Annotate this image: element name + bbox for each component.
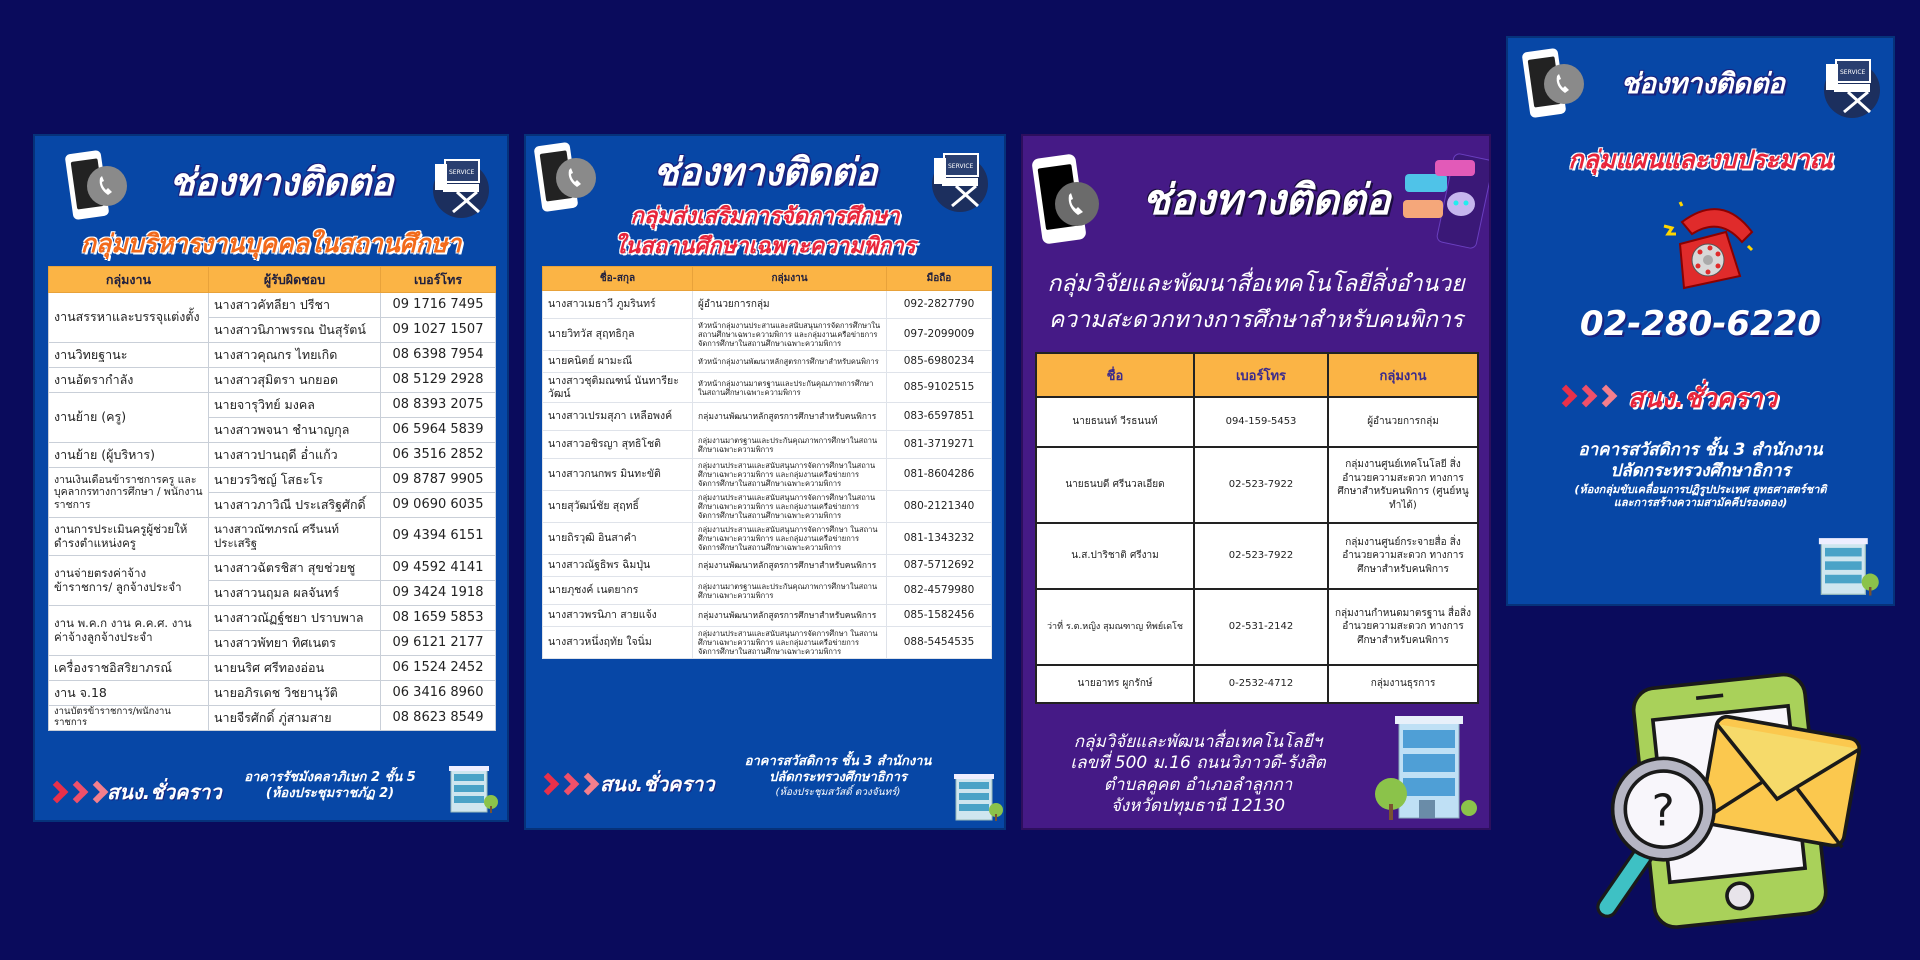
office-address (1053, 732, 1343, 817)
cell-phone[interactable]: 087-5712692 (887, 555, 992, 577)
cell-name: นางสาวชุติมณฑน์ นันทารียะวัฒน์ (543, 373, 693, 403)
address-line: (ห้องประชุมราชภัฏ 2) (265, 786, 395, 802)
cell-group: กลุ่มงานศูนย์กระจายสื่อ สิ่งอำนวยความสะดวก ทางการศึกษาสำหรับคนพิการ (1328, 523, 1478, 589)
cell-name: นางสาวเมธาวี ภูมรินทร์ (543, 291, 693, 319)
cell-name: นางสาวปานฤดี อ่ำแก้ว (209, 443, 381, 468)
cell-phone[interactable]: 06 3416 8960 (381, 681, 496, 706)
temporary-office-label: สนง.ชั่วคราว (1628, 384, 1778, 414)
cell-name: นางสาวณัฏฐ์ชยา ปราบพาล (209, 606, 381, 631)
panel-footer (526, 742, 1004, 828)
cell-name: นางสาวพจนา ชำนาญกุล (209, 418, 381, 443)
cell-phone[interactable]: 085-1582456 (887, 605, 992, 627)
col-header-name: ชื่อ (1036, 353, 1194, 397)
triple-chevron-icon (1558, 388, 1618, 404)
cell-name: นายภุชงค์ เนตยากร (543, 577, 693, 605)
cell-name: นางสาวพรนิภา สายแจ้ง (543, 605, 693, 627)
office-building-icon (1369, 712, 1481, 824)
cell-name: นายธนนท์ วีรธนนท์ (1036, 397, 1194, 447)
cell-phone[interactable]: 09 6121 2177 (381, 631, 496, 656)
cell-name: นางสาวเปรมสุภา เหลือพงค์ (543, 403, 693, 431)
cell-phone[interactable]: 085-6980234 (887, 351, 992, 373)
table-row (49, 343, 496, 368)
table-row (543, 627, 992, 659)
table-row (543, 577, 992, 605)
table-row (49, 556, 496, 581)
table-row (49, 293, 496, 318)
cell-group: กลุ่มงานประสานและสนับสนุนการจัดการศึกษา ในสถานศึกษาเฉพาะความพิการ และกลุ่มงานเครือข่ายการจัดการศึกษาในสถานศึกษาเฉพาะความพิการ (693, 627, 887, 659)
cell-group: งานอัตรากำลัง (49, 368, 209, 393)
svg-text:?: ? (1651, 786, 1675, 837)
cell-phone[interactable]: 082-4579980 (887, 577, 992, 605)
cell-group: หัวหน้ากลุ่มงานประสานและสนับสนุนการจัดการศึกษาในสถานศึกษาเฉพาะความพิการ และกลุ่มงานเครือข่ายการจัดการศึกษาในสถานศึกษาเฉพาะความพิการ (693, 319, 887, 351)
cell-name: นายอภิรเดช วิชยานุวัติ (209, 681, 381, 706)
panel-special-education (524, 134, 1006, 830)
cell-name: นางสาวณัฐธิพร ฉิมปุ่น (543, 555, 693, 577)
cell-name: ว่าที่ ร.ต.หญิง สุมณฑาญ ทิพย์เดโช (1036, 589, 1194, 665)
cell-group: กลุ่มงานประสานและสนับสนุนการจัดการศึกษาในสถานศึกษาเฉพาะความพิการ และกลุ่มงานเครือข่ายการจัดการศึกษาในสถานศึกษาเฉพาะความพิการ (693, 491, 887, 523)
office-building-icon (445, 762, 499, 814)
cell-name: นางสาวณัฑภรณ์ ศรีนนท์ประเสริฐ (209, 518, 381, 556)
table-row (543, 403, 992, 431)
address-line: ตำบลคูคต อำเภอลำลูกกา (1103, 774, 1293, 795)
cell-phone[interactable]: 02-523-7922 (1194, 523, 1328, 589)
table-row (49, 656, 496, 681)
cell-phone[interactable]: 09 0690 6035 (381, 493, 496, 518)
panel-subtitle-line1: กลุ่มส่งเสริมการจัดการศึกษา (630, 204, 900, 229)
cell-phone[interactable]: 08 1659 5853 (381, 606, 496, 631)
cell-name: นางสาวพัทยา ทิศเนตร (209, 631, 381, 656)
address-line: (ห้องกลุ่มขับเคลื่อนการปฏิรูปประเทศ ยุทธศาสตร์ชาติ (1574, 482, 1827, 496)
address-line: (ห้องประชุมสวัสดิ์ ดวงจันทร์) (775, 786, 901, 798)
cell-phone[interactable]: 02-531-2142 (1194, 589, 1328, 665)
cell-phone[interactable]: 08 5129 2928 (381, 368, 496, 393)
cell-name: นายสุวัฒน์ชัย สุฤทธิ์ (543, 491, 693, 523)
table-row (543, 373, 992, 403)
panel-title: ช่องทางติดต่อ (653, 149, 877, 194)
table-row (1036, 523, 1478, 589)
cell-group: กลุ่มงานประสานและสนับสนุนการจัดการศึกษาในสถานศึกษาเฉพาะความพิการ และกลุ่มงานเครือข่ายการจัดการศึกษาในสถานศึกษาเฉพาะความพิการ (693, 459, 887, 491)
research-contact-table (1035, 352, 1479, 704)
cell-phone[interactable]: 02-523-7922 (1194, 447, 1328, 523)
cell-phone[interactable]: 083-6597851 (887, 403, 992, 431)
cell-group: หัวหน้ากลุ่มงานมาตรฐานและประกันคุณภาพการศึกษาในสถานศึกษาเฉพาะความพิการ (693, 373, 887, 403)
office-building-icon (1814, 532, 1880, 598)
cell-phone[interactable]: 09 4394 6151 (381, 518, 496, 556)
svg-text:SERVICE: SERVICE (1840, 69, 1866, 76)
cell-phone[interactable]: 08 8623 8549 (381, 706, 496, 731)
address-line: และการสร้างความสามัคคีปรองดอง) (1613, 496, 1788, 510)
svg-text:SERVICE: SERVICE (948, 163, 974, 170)
office-address (1508, 440, 1893, 510)
col-header-phone: เบอร์โทร (381, 267, 496, 293)
table-row (49, 681, 496, 706)
cell-name: น.ส.ปาริชาติ ศรีงาม (1036, 523, 1194, 589)
phone-mail-search-icon (1580, 660, 1870, 940)
computer-service-icon (427, 152, 493, 218)
cell-name: นายจีรศักดิ์ ภู่สามสาย (209, 706, 381, 731)
cell-name: นางสาวหนึ่งฤทัย ใจนิ่ม (543, 627, 693, 659)
cell-group: งานบัตรข้าราชการ/พนักงานราชการ (49, 706, 209, 731)
table-row (49, 606, 496, 631)
cell-phone[interactable]: 081-3719271 (887, 431, 992, 459)
cell-name: นายคนิตย์ ผามะณี (543, 351, 693, 373)
office-building-icon (950, 770, 1004, 822)
cell-name: นางสาวฉัตรชิสา สุขช่วยชู (209, 556, 381, 581)
cell-group: กลุ่มงานพัฒนาหลักสูตรการศึกษาสำหรับคนพิการ (693, 555, 887, 577)
cell-name: นางสาวคัทลียา ปรีชา (209, 293, 381, 318)
cell-group: เครื่องราชอิสริยาภรณ์ (49, 656, 209, 681)
col-header-fullname: ชื่อ-สกุล (543, 267, 693, 291)
cell-group: กลุ่มงานมาตรฐานและประกันคุณภาพการศึกษาในสถานศึกษาเฉพาะความพิการ (693, 577, 887, 605)
col-header-responsible: ผู้รับผิดชอบ (209, 267, 381, 293)
panel-subtitle-line2: ความสะดวกทางการศึกษาสำหรับคนพิการ (1048, 307, 1464, 333)
table-row (543, 431, 992, 459)
cell-name: นายอาทร ผูกรักษ์ (1036, 665, 1194, 703)
cell-name: นางสาวภาวิณี ประเสริฐศักดิ์ (209, 493, 381, 518)
cell-name: นางสาวนฤมล ผลจันทร์ (209, 581, 381, 606)
cell-name: นางสาวคุณกร ไทยเกิด (209, 343, 381, 368)
cell-phone[interactable]: 081-8604286 (887, 459, 992, 491)
cell-phone[interactable]: 092-2827790 (887, 291, 992, 319)
table-row (1036, 589, 1478, 665)
cell-group: งาน จ.18 (49, 681, 209, 706)
cell-name: นางสาวสุมิตรา นกยอด (209, 368, 381, 393)
address-line: จังหวัดปทุมธานี 12130 (1110, 795, 1286, 816)
table-row (543, 605, 992, 627)
cell-group: กลุ่มงานพัฒนาหลักสูตรการศึกษาสำหรับคนพิการ (693, 403, 887, 431)
cell-phone[interactable]: 085-9102515 (887, 373, 992, 403)
cell-group: งานเงินเดือนข้าราชการครู และบุคลากรทางการศึกษา / พนักงานราชการ (49, 468, 209, 518)
cell-group: งานวิทยฐานะ (49, 343, 209, 368)
col-header-group: กลุ่มงาน (693, 267, 887, 291)
cell-group: กลุ่มงานมาตรฐานและประกันคุณภาพการศึกษาในสถานศึกษาเฉพาะความพิการ (693, 431, 887, 459)
cell-group: งาน พ.ค.ก งาน ค.ค.ศ. งานค่าจ้างลูกจ้างประจำ (49, 606, 209, 656)
panel-research-technology (1021, 134, 1491, 830)
triple-chevron-icon (540, 776, 600, 792)
table-row (1036, 397, 1478, 447)
cell-group: กลุ่มงานกำหนดมาตรฐาน สื่อสิ่งอำนวยความสะดวก ทางการศึกษาสำหรับคนพิการ (1328, 589, 1478, 665)
table-row (49, 518, 496, 556)
col-header-group: กลุ่มงาน (1328, 353, 1478, 397)
panel-subtitle: กลุ่มบริหารงานบุคคลในสถานศึกษา (80, 229, 462, 258)
cell-name: นายนริศ ศรีทองอ่อน (209, 656, 381, 681)
cell-name: นางสาวกนกพร มินทะขัติ (543, 459, 693, 491)
table-row (543, 523, 992, 555)
address-line: เลขที่ 500 ม.16 ถนนวิภาวดี-รังสิต (1070, 753, 1326, 774)
cell-name: นางสาวนิภาพรรณ ปันสุรัตน์ (209, 318, 381, 343)
cell-group: กลุ่มงานประสานและสนับสนุนการจัดการศึกษา ในสถานศึกษาเฉพาะความพิการ และกลุ่มงานเครือข่ายการจัดการศึกษาในสถานศึกษาเฉพาะความพิการ (693, 523, 887, 555)
cell-phone[interactable]: 094-159-5453 (1194, 397, 1328, 447)
table-row (49, 368, 496, 393)
table-row (49, 443, 496, 468)
table-row (1036, 447, 1478, 523)
panel-footer (1023, 712, 1489, 828)
red-telephone-icon (1652, 186, 1762, 296)
table-row (543, 459, 992, 491)
cell-name: นางสาวอชิรญา สุทธิโชติ (543, 431, 693, 459)
table-row (49, 706, 496, 731)
table-row (543, 555, 992, 577)
office-address (738, 754, 938, 799)
cell-phone[interactable]: 08 6398 7954 (381, 343, 496, 368)
cell-phone[interactable]: 06 1524 2452 (381, 656, 496, 681)
temporary-office-label: สนง.ชั่วคราว (600, 772, 715, 796)
chatbot-icon (1401, 150, 1489, 250)
panel-personnel (33, 134, 509, 822)
cell-group: งานย้าย (ครู) (49, 393, 209, 443)
table-row (543, 291, 992, 319)
cell-name: นายจารุวิทย์ มงคล (209, 393, 381, 418)
cell-name: นายถิรวุฒิ อินสาคำ (543, 523, 693, 555)
cell-phone[interactable]: 080-2121340 (887, 491, 992, 523)
cell-name: นายวิทวัส สุฤทธิกุล (543, 319, 693, 351)
panel-title: ช่องทางติดต่อ (1620, 67, 1785, 100)
cell-phone[interactable]: 08 8393 2075 (381, 393, 496, 418)
address-line: อาคารรัชมังคลาภิเษก 2 ชั้น 5 (244, 770, 416, 785)
cell-phone[interactable]: 088-5454535 (887, 627, 992, 659)
temporary-office-label: สนง.ชั่วคราว (107, 780, 222, 804)
cell-group: ผู้อำนวยการกลุ่ม (693, 291, 887, 319)
address-line: ปลัดกระทรวงศึกษาธิการ (1610, 461, 1791, 482)
table-row (543, 351, 992, 373)
cell-group: กลุ่มงานพัฒนาหลักสูตรการศึกษาสำหรับคนพิการ (693, 605, 887, 627)
table-row (49, 393, 496, 418)
cell-group: กลุ่มงานศูนย์เทคโนโลยี สิ่งอำนวยความสะดวก ทางการศึกษาสำหรับคนพิการ (ศูนย์หนูทำได้) (1328, 447, 1478, 523)
cell-group: งานจ่ายตรงค่าจ้างข้าราชการ/ ลูกจ้างประจำ (49, 556, 209, 606)
cell-phone[interactable]: 09 1716 7495 (381, 293, 496, 318)
cell-phone[interactable]: 09 4592 4141 (381, 556, 496, 581)
cell-group: งานการประเมินครูผู้ช่วยให้ดำรงตำแหน่งครู (49, 518, 209, 556)
address-line: อาคารสวัสดิการ ชั้น 3 สำนักงาน (1578, 440, 1823, 460)
address-line: กลุ่มวิจัยและพัฒนาสื่อเทคโนโลยีฯ (1073, 732, 1323, 752)
triple-chevron-icon (49, 784, 109, 800)
cell-phone[interactable]: 09 1027 1507 (381, 318, 496, 343)
cell-phone[interactable]: 09 8787 9905 (381, 468, 496, 493)
panel-subtitle-line1: กลุ่มวิจัยและพัฒนาสื่อเทคโนโลยีสิ่งอำนวย (1047, 271, 1465, 297)
table-row (543, 319, 992, 351)
office-address (235, 770, 425, 803)
address-line: ปลัดกระทรวงศึกษาธิการ (769, 770, 907, 786)
table-row (49, 468, 496, 493)
col-header-phone: เบอร์โทร (1194, 353, 1328, 397)
panel-title: ช่องทางติดต่อ (1141, 175, 1391, 224)
address-line: อาคารสวัสดิการ ชั้น 3 สำนักงาน (744, 754, 932, 769)
cell-name: นายวรวิชญ์ โสธะโร (209, 468, 381, 493)
svg-text:SERVICE: SERVICE (449, 169, 475, 176)
cell-group: งานสรรหาและบรรจุแต่งตั้ง (49, 293, 209, 343)
panel-subtitle-line2: ในสถานศึกษาเฉพาะความพิการ (614, 234, 916, 259)
cell-group: หัวหน้ากลุ่มงานพัฒนาหลักสูตรการศึกษาสำหรับคนพิการ (693, 351, 887, 373)
cell-phone[interactable]: 09 3424 1918 (381, 581, 496, 606)
cell-phone[interactable]: 081-1343232 (887, 523, 992, 555)
table-row (543, 491, 992, 523)
cell-name: นายธนบดี ศรีนวลเอียด (1036, 447, 1194, 523)
col-header-group: กลุ่มงาน (49, 267, 209, 293)
table-row (1036, 665, 1478, 703)
cell-group: ผู้อำนวยการกลุ่ม (1328, 397, 1478, 447)
cell-group: งานย้าย (ผู้บริหาร) (49, 443, 209, 468)
cell-group: กลุ่มงานธุรการ (1328, 665, 1478, 703)
cell-phone[interactable]: 06 3516 2852 (381, 443, 496, 468)
panel-subtitle: กลุ่มแผนและงบประมาณ (1568, 145, 1833, 174)
plan-budget-phone-number[interactable]: 02-280-6220 (1579, 304, 1822, 344)
personnel-contact-table (48, 266, 496, 731)
panel-plan-budget (1506, 36, 1895, 606)
col-header-mobile: มือถือ (887, 267, 992, 291)
panel-footer (35, 762, 507, 818)
panel-title: ช่องทางติดต่อ (169, 159, 393, 204)
cell-phone[interactable]: 06 5964 5839 (381, 418, 496, 443)
cell-phone[interactable]: 097-2099009 (887, 319, 992, 351)
computer-service-icon (1818, 52, 1884, 118)
special-education-contact-table (542, 266, 992, 659)
cell-phone[interactable]: 0-2532-4712 (1194, 665, 1328, 703)
